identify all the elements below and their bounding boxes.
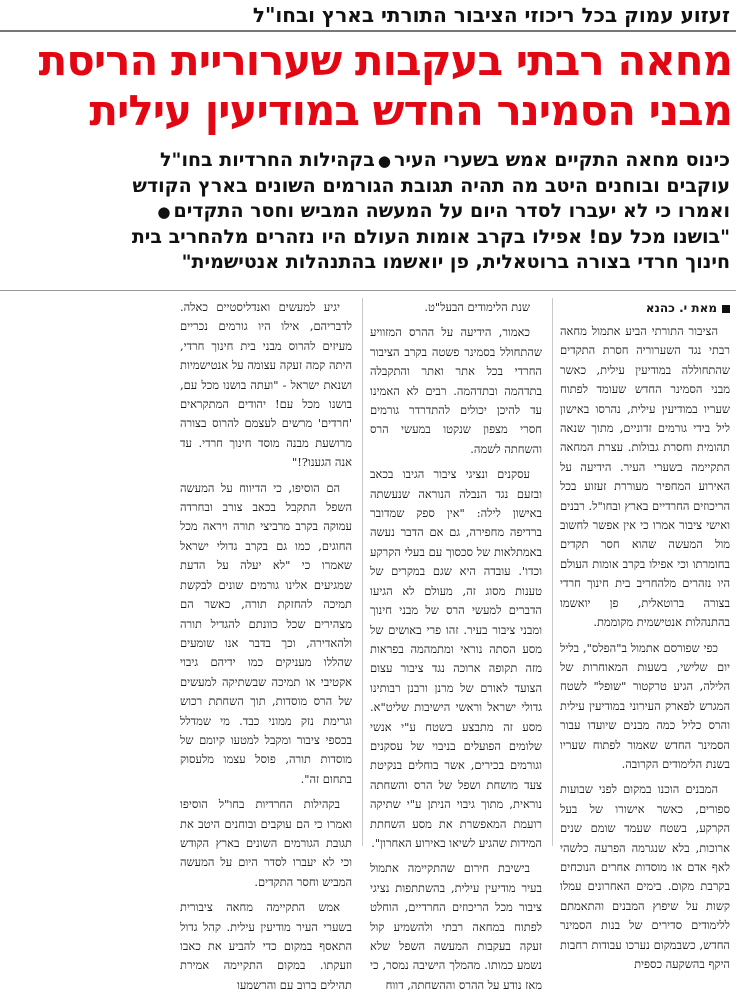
paragraph: יגיע למעשים ואנדליסטיים כאלה. לדבריהם, אילו היו גורמים נכריים מעיזים להרוס מבני בית חינוך חרדי, היתה קמה זעקה עצומה על אנטישמיות ושנאת ישראל - "ועתה בושנו מכל עם, בושנו מכל עם! יהודים המתקראים 'חרדים' מרשים לעצמם להרוס בצורה מרושעת מבנה מוסד חינוך חרדי. עד אנה הגענו?!" <box>180 300 352 470</box>
paragraph: עסקנים ונציגי ציבור הגיבו בכאב ובזעם נגד הנבלה הנוראה שנעשתה באישון לילה: "אין ספק שמדובר ברדיפה מחפירה, גם אם הדבר נעשה באמתלאות של סכסוך עם בעלי הקרקע וכדו'. עובדה היא שגם במקרים של טענות מסוג זה, מעולם לא הגיעו הדברים למעשי הרס של מבני חינוך ומבני ציבור בעיר. זהו פרי באושים של מסע הסתה נוראי ומתמהמה בפראות מזה תקופה ארוכה נגד ציבור עצום הצועד לאורם של מרנן ורבנן רבותינו גדולי ישראל וראשי הישיבות שליט"א. מסע זה מתבצע בשטח ע"י אנשי שלומים הפועלים בניבוי של עסקנים וגורמים בכירים, אשר בוחלים בנקיטת צעד מושחת ושפל של הרס והשחתה נוראית, מתוך גיבוי הניתן ע"י שתיקה רועמת המאפשרת את מסע השחתת המידות שהגיע לשיאו באירוע האחרון". <box>370 467 542 850</box>
kicker: זעזוע עמוק בכל ריכוזי הציבור התורתי בארץ ובחו"ל <box>0 0 736 32</box>
subheadline-line-2: עוקבים ובוחנים היטב מה תהיה תגובת הגורמים השונים בארץ הקודש <box>132 175 730 197</box>
paragraph: הציבור התורתי הביע אתמול מחאה רבתי נגד השערוריה חסרת התקדים שהתחוללה במודיעין עילית, כאשר מבני הסמינר החדש שעומד לפתוח שעריו במודיעין עילית, נהרסו באישון ליל בידי גורמים זדוניים, מתוך שנאה תהומית וחסרת גבולות. עצרת המחאה התקיימה בשערי העיר. הידיעה על האירוע המחפיר מעוררת זעזוע בכל הריכוזים החרדיים בארץ ובחו"ל. רבנים ואישי ציבור אמרו כי אין אפשר לחשוב מול המעשה שהוא חסר תקדים בחומרתו וכי אפילו בקרב אומות העולם היו נזהרים מלהחריב בית חינוך חרדי בצורה ברוטאלית, פן יואשמו בהתנהלות אנטישמית מקוממת. <box>560 324 730 630</box>
column-divider <box>362 298 363 846</box>
article-column-1 <box>560 298 730 971</box>
bullet-icon: ● <box>157 203 171 221</box>
subheadline-line-5: חינוך חרדי בצורה ברוטאלית, פן יואשמו בהתנהלות אנטישמית" <box>181 251 730 273</box>
bullet-icon: ● <box>377 152 391 170</box>
paragraph: כפי שפורסם אתמול ב"הפלס", בליל יום שלישי, בשעות המאוחרות של הלילה, הגיע טרקטור "שופל" לשטח המגרש לפארק העירוני במודיעין עילית והרס כליל כמה מבנים שיועדו עבור הסמינר החדש שאמור לפתוח שעריו בשנת הלימודים הקרובה. <box>560 640 730 771</box>
article-column-3 <box>180 298 352 992</box>
article-body <box>0 298 736 992</box>
paragraph: כאמור, הידיעה על ההרס המזוויע שהתחולל בסמינר פשטה בקרב הציבור החרדי בכל אתר ואתר והתקבלה בתדהמה ובתדהמה. רבים לא האמינו עד להיכן יכולים להתדרדר גורמים חסרי מצפון שנקטו במעשי הרס והשחתה לשמה. <box>370 325 542 456</box>
column-divider <box>552 298 553 846</box>
paragraph: הם הוסיפו, כי הדיווח על המעשה השפל התקבל בכאב צורב ובחרדה עמוקה בקרב מרביצי תורה ויראה מכל החוגים, כמו גם בקרב גדולי ישראל שאמרו כי "לא יעלה על הדעת שמגיעים אלינו גורמים שונים לבקשת תמיכה להחזקת תורה, כאשר הם מצהירים שכל כוונתם להגדיל תורה ולהאדירה, וכך בדבר אנו שומעים שהללו מעניקים כמו ידיהם גיבוי אקטיבי או תמיכה שבשתיקה למעשים של הרס מוסדות, תוך השחתת רכוש וגרימת נזק ממוני כבד. מי שמדלל בכספי ציבור ומקבל למטעו קיומם של מוסדות תורה, פוסל עצמו מלעסוק בתחום זה". <box>180 480 352 786</box>
paragraph: אמש התקיימה מחאה ציבורית בשערי העיר מודיעין עילית. קהל גדול התאסף במקום כדי להביע את כאבו וזעקתו. במקום התקיימה אמירת תהילים ברוב עם והרשמעו <box>180 900 352 992</box>
headline-line-2: מבני הסמינר החדש במודיעין עילית <box>89 86 732 135</box>
divider <box>0 290 736 291</box>
article-column-2 <box>370 298 542 992</box>
paragraph: שנת הלימודים הבעל"ט. <box>424 300 530 314</box>
byline: מאת י. כהנא <box>560 298 730 318</box>
subheadline-line-4: "בושנו מכל עם! אפילו בקרב אומות העולם היו נזהרים מלהחריב בית <box>131 226 730 248</box>
paragraph: בישיבת חירום שהתקיימה אתמול בעיר מודיעין עילית, בהשתתפות נציגי ציבור מכל הריכוזים החרדיים, הוחלט לפתוח במחאה רבתי ולהשמיע קול זעקה בעקבות המעשה השפל שלא נשמע כמותו. מהמלך הישיבה נמסר, כי מאז נודע על ההרס וההשחתה, דווח <box>370 861 542 992</box>
paragraph: המבנים הוכנו במקום לפני שבועות ספורים, כאשר אישורו של בעל הקרקע, בשטח שעמד שומם שנים ארוכות, בלא שנגרמה הפרעה כלשהי לאף אדם או מוסדות אחרים הנוכחים בקרבת מקום. בימים האחרונים עמלו קשות על שיפוץ המבנים והתאמתם ללימודים סדירים של בנות הסמינר החדש, כשבמקום נערכו עבודות רחבות היקף בהשקעה כספית <box>560 782 730 971</box>
square-bullet-icon <box>722 305 730 313</box>
subheadline-line-3: ואמרו כי לא יעברו לסדר היום על המעשה המביש וחסר התקדים● <box>157 200 730 222</box>
subheadline <box>6 148 730 275</box>
headline <box>8 36 732 136</box>
subheadline-line-1: כינוס מחאה התקיים אמש בשערי העיר●בקהילות החרדיות בחו"ל <box>160 149 730 171</box>
paragraph: בקהילות החרדיות בחו"ל הוסיפו ואמרו כי הם עוקבים ובוחנים היטב את תגובת הגורמים השונים בארץ הקודש וכי לא יעברו לסדר היום על המעשה המביש וחסר התקדים. <box>180 797 352 889</box>
headline-line-1: מחאה רבתי בעקבות שערוריית הריסת <box>38 36 732 85</box>
